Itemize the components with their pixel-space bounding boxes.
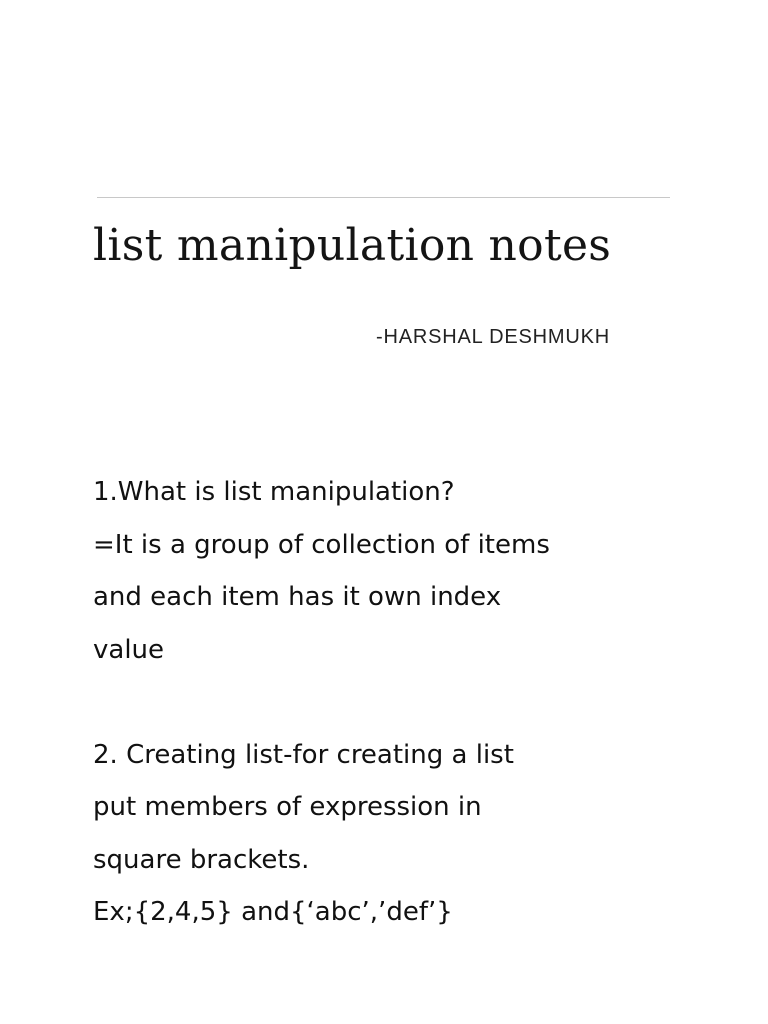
section-heading-line: 2. Creating list-for creating a list — [93, 739, 514, 770]
answer-line: =It is a group of collection of items — [93, 529, 550, 560]
question-heading: 1.What is list manipulation? — [93, 477, 455, 507]
paragraph-gap — [93, 676, 753, 729]
answer-line: and each item has it own index — [93, 582, 502, 612]
body-line: square brackets. — [93, 844, 310, 875]
example-line: Ex;{2,4,5} and{‘abc’,’def’} — [93, 897, 453, 927]
author-name: -HARSHAL DESHMUKH — [376, 326, 611, 348]
section-creating-list — [93, 729, 753, 939]
answer-line: value — [93, 634, 165, 665]
notes-body — [93, 466, 753, 939]
body-line: put members of expression in — [93, 792, 482, 822]
document-title: list manipulation notes — [93, 220, 612, 271]
section-what-is-list — [93, 466, 753, 676]
header-divider — [97, 197, 670, 198]
